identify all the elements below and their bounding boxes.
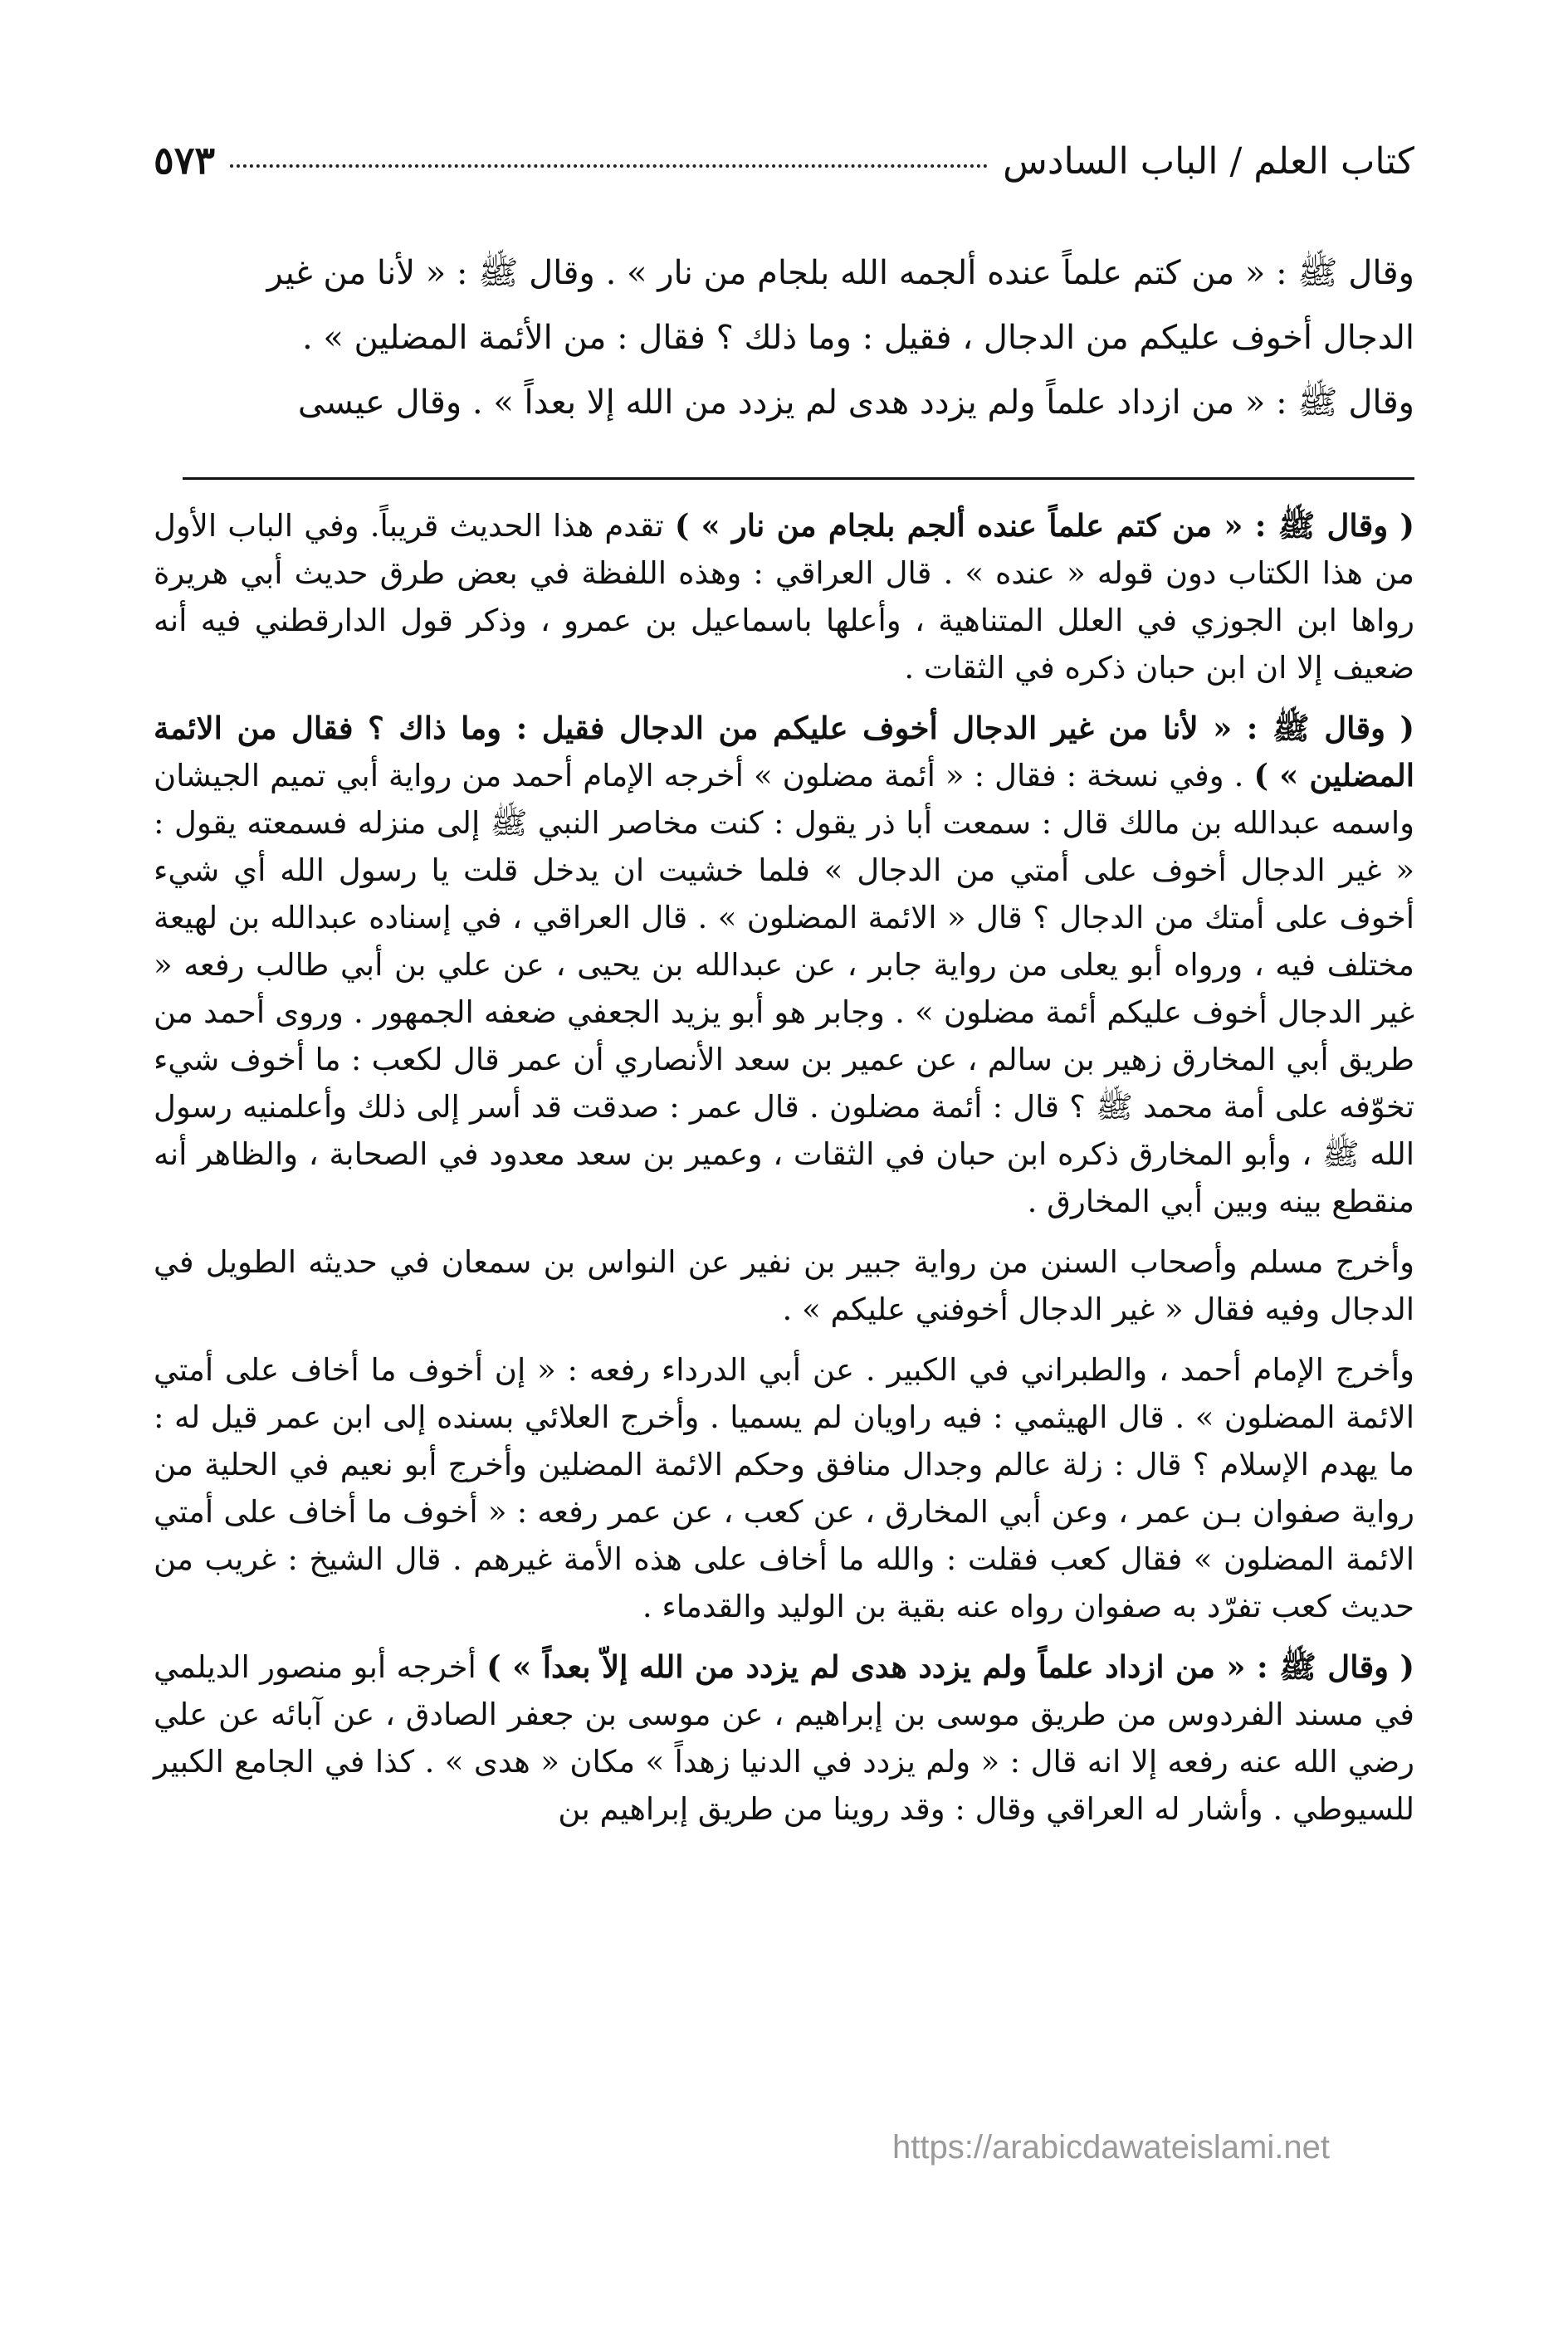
header-title: كتاب العلم / الباب السادس xyxy=(1003,140,1414,183)
main-line: وقال ﷺ : « من كتم علماً عنده ألجمه الله بلجام من نار » . وقال ﷺ : « لأنا من غير xyxy=(266,254,1414,292)
quoted-hadith: ( وقال ﷺ : « لأنا من غير الدجال أخوف عليكم من الدجال فقيل : وما ذاك ؟ فقال من الائمة المضلين » ) xyxy=(154,710,1414,794)
commentary-paragraph: وأخرج الإمام أحمد ، والطبراني في الكبير . عن أبي الدرداء رفعه : « إن أخوف ما أخاف على أمتي الائمة المضلون » . قال الهيثمي : فيه راويان لم يسميا . وأخرج العلائي بسنده إلى ابن عمر قيل له : ما يهدم الإسلام ؟ قال : زلة عالم وجدال منافق وحكم الائمة المضلين وأخرج أبو نعيم في الحلية من رواية صفوان بـن عمر ، وعن أبي المخارق ، عن كعب ، عن عمر رفعه : « أخوف ما أخاف على أمتي الائمة المضلون » فقال كعب فقلت : والله ما أخاف على هذه الأمة غيرهم . قال الشيخ : غريب من حديث كعب تفرّد به صفوان رواه عنه بقية بن الوليد والقدماء . xyxy=(154,1352,1414,1624)
commentary xyxy=(154,502,1414,1846)
header-dot-leader xyxy=(230,164,988,168)
commentary-text: تقدم هذا الحديث قريباً. وفي الباب الأول من هذا الكتاب دون قوله « عنده » . قال العراقي : وهذه اللفظة في بعض طرق حديث أبي هريرة رواها ابن الجوزي في العلل المتناهية ، وأعلها باسماعيل بن عمرو ، وذكر قول الدارقطني فيه أنه ضعيف إلا ان ابن حبان ذكره في الثقات . xyxy=(154,508,1414,686)
footnote-divider xyxy=(183,477,1414,480)
commentary-paragraph xyxy=(154,502,1414,691)
commentary-text: أخرجه أبو منصور الديلمي في مسند الفردوس من طريق موسى بن إبراهيم ، عن موسى بن جعفر الصادق ، عن آبائه عن علي رضي الله عنه رفعه إلا انه قال : « ولم يزدد في الدنيا زهداً » مكان « هدى » . كذا في الجامع الكبير للسيوطي . وأشار له العراقي وقال : وقد روينا من طريق إبراهيم بن xyxy=(154,1649,1414,1827)
quoted-hadith: ( وقال ﷺ : « من كتم علماً عنده ألجم بلجام من نار » ) xyxy=(674,507,1414,544)
main-line: الدجال أخوف عليكم من الدجال ، فقيل : وما ذلك ؟ فقال : من الأئمة المضلين » . xyxy=(301,319,1414,357)
commentary-paragraph xyxy=(154,705,1414,1225)
page-number: ٥٧٣ xyxy=(154,138,216,183)
commentary-paragraph: وأخرج مسلم وأصحاب السنن من رواية جبير بن نفير عن النواس بن سمعان في حديثه الطويل في الدجال وفيه فقال « غير الدجال أخوفني عليكم » . xyxy=(154,1244,1414,1327)
running-header xyxy=(154,125,1414,183)
main-text xyxy=(154,241,1414,435)
commentary-text: . وفي نسخة : فقال : « أئمة مضلون » أخرجه الإمام أحمد من رواية أبي تميم الجيشان واسمه عبدالله بن مالك قال : سمعت أبا ذر يقول : كنت مخاصر النبي ﷺ إلى منزله فسمعته يقول : « غير الدجال أخوف على أمتي من الدجال » فلما خشيت ان يدخل قلت يا رسول الله أي شيء أخوف على أمتك من الدجال ؟ قال « الائمة المضلون » . قال العراقي ، في إسناده عبدالله بن لهيعة مختلف فيه ، ورواه أبو يعلى من رواية جابر ، عن عبدالله بن يحيى ، عن علي بن أبي طالب رفعه « غير الدجال أخوف عليكم أئمة مضلون » . وجابر هو أبو يزيد الجعفي ضعفه الجمهور . وروى أحمد من طريق أبي المخارق زهير بن سالم ، عن عمير بن سعد الأنصاري أن عمر قال لكعب : ما أخوف شيء تخوّفه على أمة محمد ﷺ ؟ قال : أئمة مضلون . قال عمر : صدقت قد أسر إلى ذلك وأعلمنيه رسول الله ﷺ ، وأبو المخارق ذكره ابن حبان في الثقات ، وعمير بن سعد معدود في الصحابة ، والظاهر أنه منقطع بينه وبين أبي المخارق . xyxy=(154,758,1414,1219)
main-line: وقال ﷺ : « من ازداد علماً ولم يزدد هدى لم يزدد من الله إلا بعداً » . وقال عيسى xyxy=(297,383,1414,422)
watermark-url: https://arabicdawateislami.net xyxy=(892,2129,1330,2166)
quoted-hadith: ( وقال ﷺ : « من ازداد علماً ولم يزدد هدى لم يزدد من الله إلاّ بعداً » ) xyxy=(486,1648,1414,1685)
commentary-paragraph xyxy=(154,1643,1414,1833)
